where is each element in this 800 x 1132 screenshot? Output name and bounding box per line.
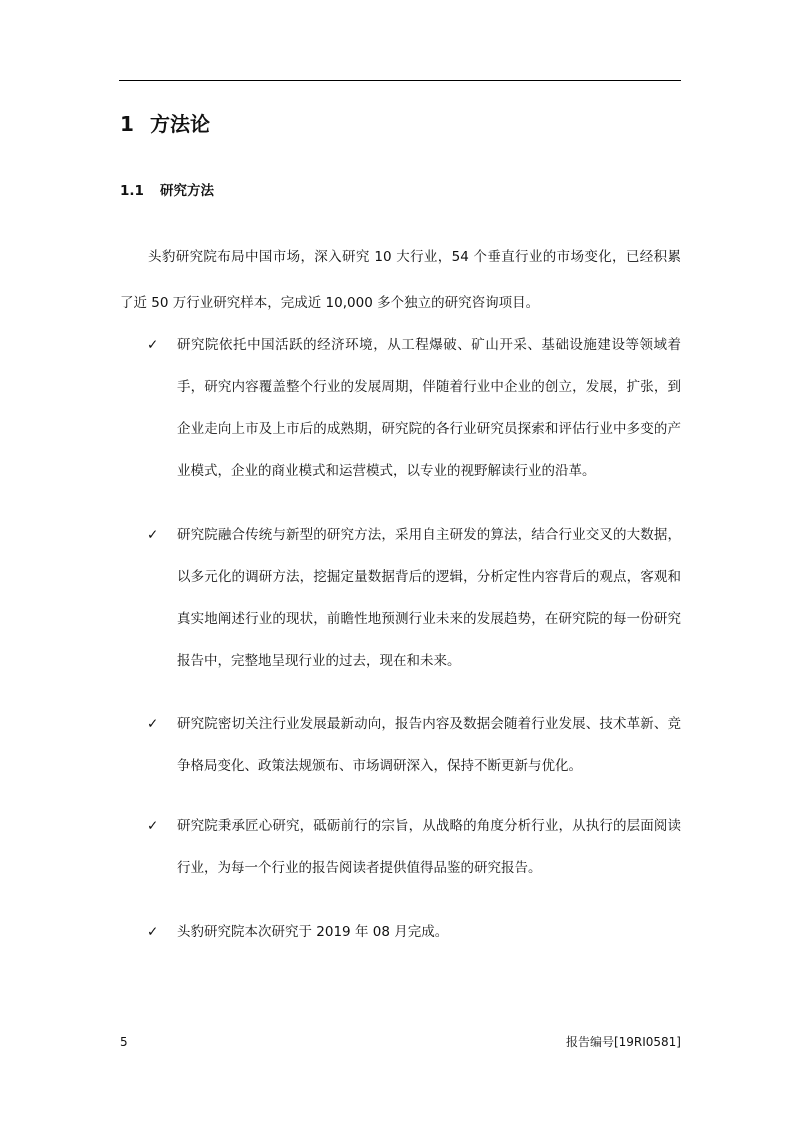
bullet-item [147,911,681,953]
bullet-item [147,514,681,682]
checkmark-icon: ✓ [147,924,159,940]
checkmark-icon: ✓ [147,818,159,834]
report-id: 报告编号[19RI0581] [565,1035,681,1049]
bullet-text: 研究院秉承匠心研究，砥砺前行的宗旨，从战略的角度分析行业，从执行的层面阅读行业，为每一个行业的报告阅读者提供值得品鉴的研究报告。 [177,818,681,876]
header-rule [119,80,681,81]
bullet-item [147,324,681,492]
checkmark-icon: ✓ [147,716,159,732]
bullet-text: 研究院密切关注行业发展最新动向，报告内容及数据会随着行业发展、技术革新、竞争格局变化、政策法规颁布、市场调研深入，保持不断更新与优化。 [177,716,681,774]
subsection-heading [120,180,214,202]
intro-paragraph: 头豹研究院布局中国市场，深入研究 10 大行业，54 个垂直行业的市场变化，已经积累了近 50 万行业研究样本，完成近 10,000 多个独立的研究咨询项目。 [120,249,681,311]
section-title: 方法论 [150,112,210,136]
section-heading [120,110,210,138]
bullet-item [147,703,681,787]
checkmark-icon: ✓ [147,527,159,543]
bullet-text: 研究院依托中国活跃的经济环境，从工程爆破、矿山开采、基础设施建设等领域着手，研究内容覆盖整个行业的发展周期，伴随着行业中企业的创立，发展，扩张，到企业走向上市及上市后的成熟期，研究院的各行业研究员探索和评估行业中多变的产业模式，企业的商业模式和运营模式，以专业的视野解读行业的沿革。 [177,337,681,479]
page-number: 5 [120,1035,128,1049]
section-number: 1 [120,112,134,136]
subsection-title: 研究方法 [160,183,214,199]
checkmark-icon: ✓ [147,337,159,353]
bullet-item [147,805,681,889]
bullet-text: 头豹研究院本次研究于 2019 年 08 月完成。 [177,924,449,940]
bullet-text: 研究院融合传统与新型的研究方法，采用自主研发的算法，结合行业交叉的大数据，以多元化的调研方法，挖掘定量数据背后的逻辑，分析定性内容背后的观点，客观和真实地阐述行业的现状，前瞻性地预测行业未来的发展趋势，在研究院的每一份研究报告中，完整地呈现行业的过去，现在和未来。 [177,527,681,669]
subsection-number: 1.1 [120,183,144,199]
